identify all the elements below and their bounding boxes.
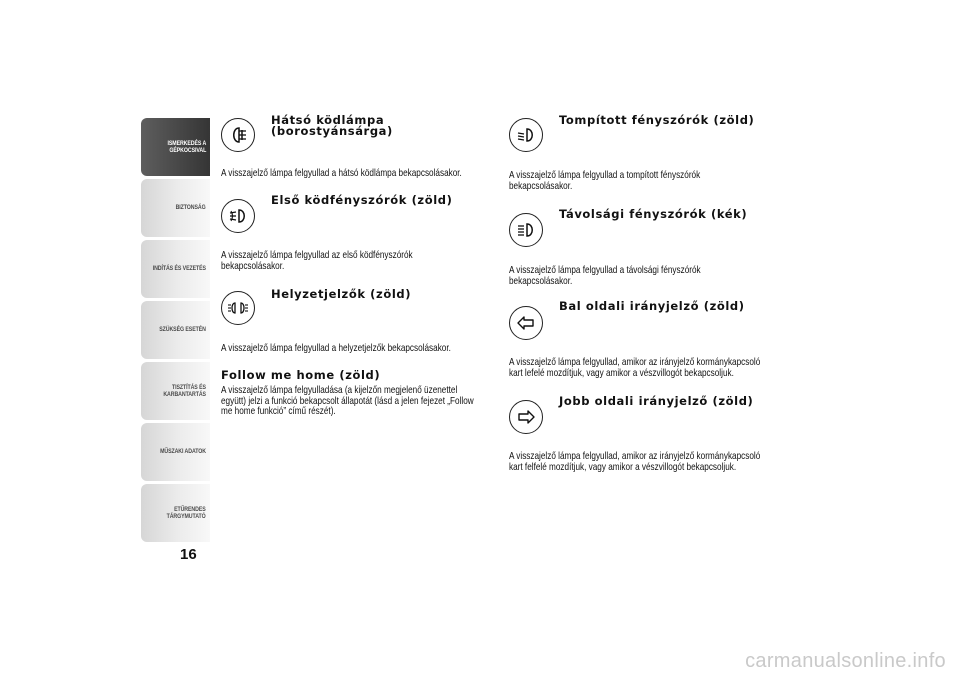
tab-label: ETŰRENDES TÁRGYMUTATÓ	[166, 505, 206, 520]
entry-title: Bal oldali irányjelző (zöld)	[559, 299, 745, 313]
tab-tisztitas[interactable]	[141, 362, 210, 420]
entry-body: A visszajelző lámpa felgyullad, amikor az irányjelző kormánykapcsoló kart felfelé mozdítjuk, vagy amikor a vészvillogót bekapcsoljuk.	[509, 450, 761, 473]
tab-label: INDÍTÁS ÉS VEZETÉS	[152, 265, 206, 273]
entry-body: A visszajelző lámpa felgyulladása (a kijelzőn megjelenő üzenettel együtt) jelzi a funkció bekapcsolt állapotát (lásd a jelen fejezet „Follow me home funkció” című részét).	[221, 384, 474, 417]
tab-label: TISZTÍTÁS ÉS KARBANTARTÁS	[163, 383, 206, 398]
entry-body: A visszajelző lámpa felgyullad, amikor az irányjelző kormánykapcsoló kart lefelé mozdítjuk, vagy amikor a vészvillogót bekapcsoljuk.	[509, 356, 761, 379]
front-fog-lamp-icon	[221, 199, 255, 233]
entry-body: A visszajelző lámpa felgyullad a távolsági fényszórók bekapcsolásakor.	[509, 264, 701, 287]
tab-label: BIZTONSÁG	[175, 204, 206, 212]
watermark: carmanualsonline.info	[745, 650, 946, 672]
entry-title: Helyzetjelzők (zöld)	[271, 287, 412, 301]
tab-label: ISMERKEDÉS A GÉPKOCSIVAL	[167, 139, 206, 154]
tab-label: SZÜKSÉG ESETÉN	[159, 326, 206, 334]
left-arrow-icon	[509, 306, 543, 340]
tab-szukseg[interactable]	[141, 301, 210, 359]
dipped-beam-icon	[509, 118, 543, 152]
entry-title: Első ködfényszórók (zöld)	[271, 193, 453, 207]
page-number: 16	[180, 546, 197, 563]
tab-label: MŰSZAKI ADATOK	[160, 448, 206, 456]
entry-body: A visszajelző lámpa felgyullad az első ködfényszórók bekapcsolásakor.	[221, 249, 413, 272]
tab-targymutato[interactable]	[141, 484, 210, 542]
tab-ismerkedes[interactable]	[141, 118, 210, 176]
right-arrow-icon	[509, 400, 543, 434]
entry-title: Jobb oldali irányjelző (zöld)	[559, 394, 754, 408]
entry-body: A visszajelző lámpa felgyullad a helyzetjelzők bekapcsolásakor.	[221, 342, 451, 354]
main-beam-icon	[509, 213, 543, 247]
tab-inditas[interactable]	[141, 240, 210, 298]
entry-title: Hátsó ködlámpa (borostyánsárga)	[271, 113, 393, 138]
tab-muszaki[interactable]	[141, 423, 210, 481]
rear-fog-lamp-icon	[221, 118, 255, 152]
entry-body: A visszajelző lámpa felgyullad a tompított fényszórók bekapcsolásakor.	[509, 169, 701, 192]
entry-body: A visszajelző lámpa felgyullad a hátsó ködlámpa bekapcsolásakor.	[221, 167, 462, 179]
entry-title: Távolsági fényszórók (kék)	[559, 207, 748, 221]
entry-title: Follow me home (zöld)	[221, 368, 381, 382]
position-lights-icon	[221, 291, 255, 325]
entry-title: Tompított fényszórók (zöld)	[559, 113, 755, 127]
tab-biztonsag[interactable]	[141, 179, 210, 237]
